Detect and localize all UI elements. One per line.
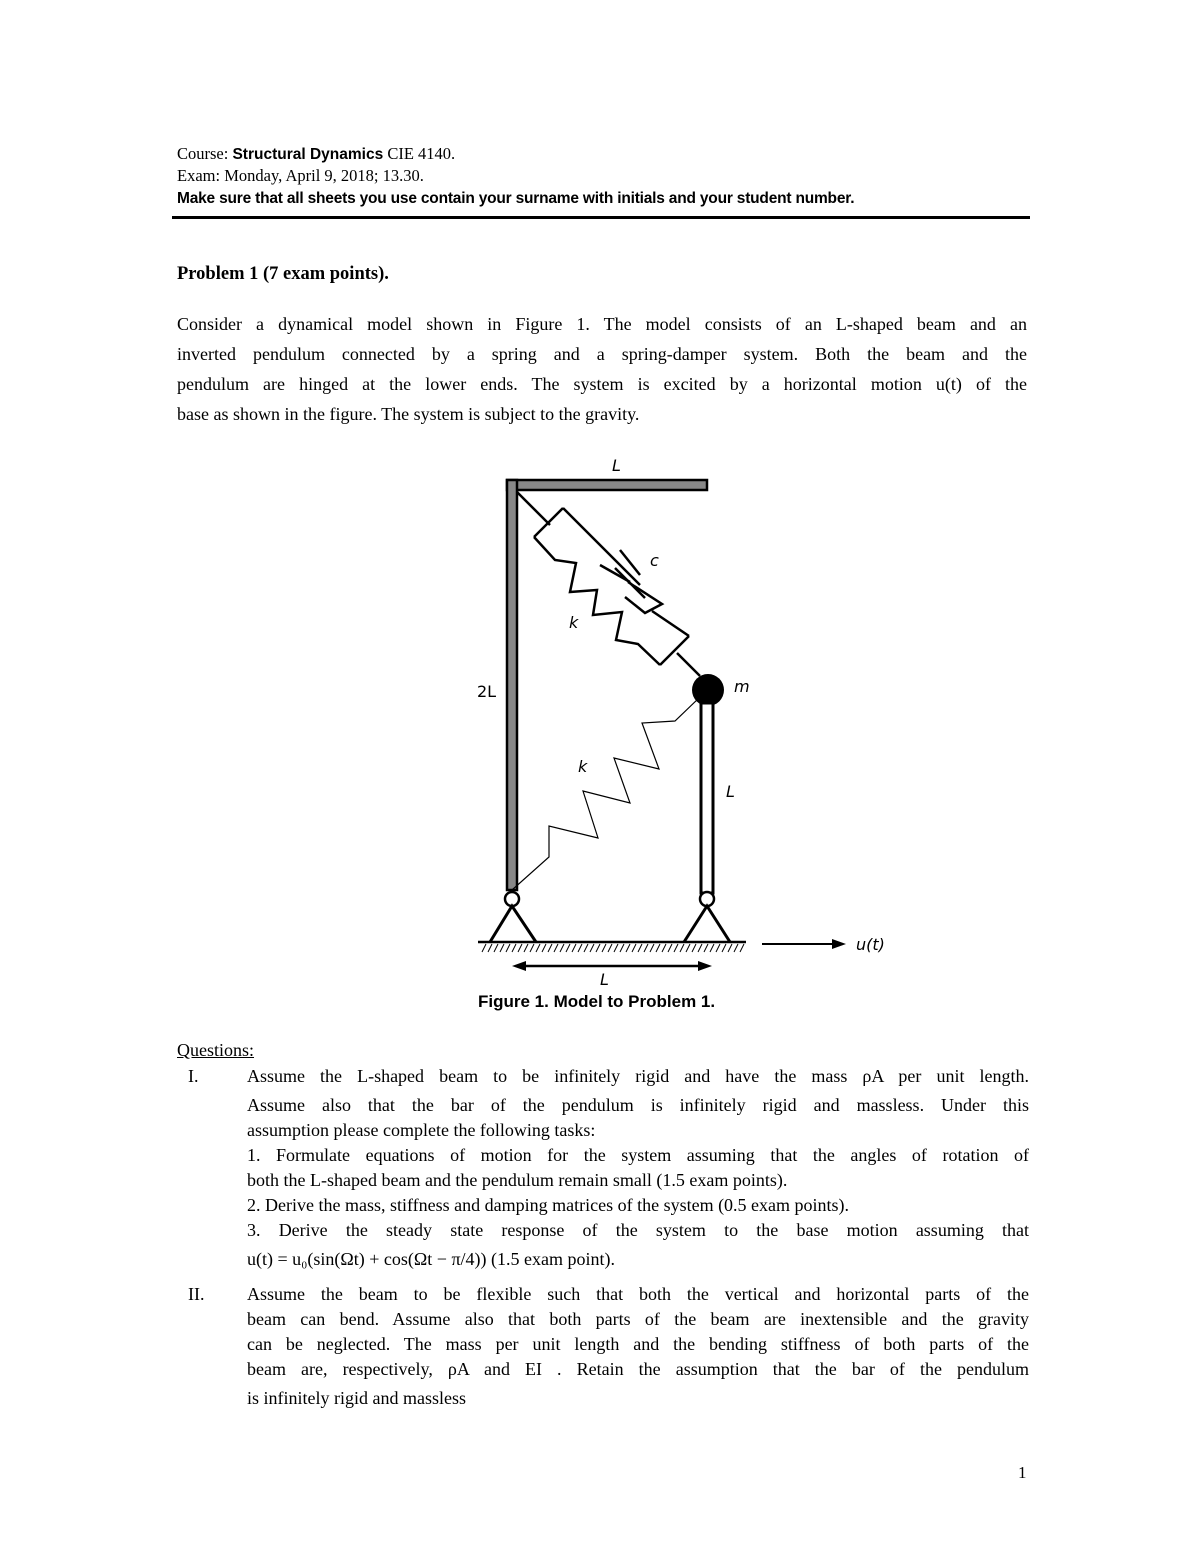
question-line: both the L-shaped beam and the pendulum remain small (1.5 exam points). [247, 1170, 788, 1190]
label-2L: 2L [477, 682, 497, 701]
question-line: 3. Derive the steady state response of the system to the base motion assuming that [247, 1220, 1029, 1240]
question-line: can be neglected. The mass per unit length and the bending stiffness of both parts of the [247, 1334, 1029, 1354]
lower-spring [512, 697, 700, 890]
problem-title: Problem 1 (7 exam points). [177, 264, 389, 284]
question-line: beam can bend. Assume also that both parts of the beam are inextensible and the gravity [247, 1309, 1029, 1329]
question-line: Assume the L-shaped beam to be infinitely rigid and have the mass ρA per unit length. [247, 1066, 1029, 1086]
page-number: 1 [1018, 1463, 1027, 1482]
course-name: Structural Dynamics [232, 146, 384, 163]
question-line: is infinitely rigid and massless [247, 1388, 466, 1408]
question-line: 2. Derive the mass, stiffness and damping matrices of the system (0.5 exam points). [247, 1195, 850, 1215]
header-divider [172, 216, 1030, 219]
intro-line: pendulum are hinged at the lower ends. The system is excited by a horizontal motion u(t) of the [177, 374, 1027, 394]
pendulum-bar [701, 703, 713, 893]
course-label: Course: [177, 144, 233, 163]
label-k-upper: k [569, 613, 579, 632]
course-code: CIE 4140. [383, 144, 456, 163]
question-line: Assume the beam to be flexible such that both the vertical and horizontal parts of the [247, 1284, 1029, 1304]
beam-vertical [507, 480, 517, 890]
questions-heading: Questions: [177, 1040, 255, 1060]
question-line: assumption please complete the following tasks: [247, 1120, 596, 1140]
label-k-lower: k [578, 757, 588, 776]
label-top-L: L [612, 456, 621, 475]
label-base-L: L [600, 970, 609, 989]
label-c: c [650, 551, 659, 570]
question-I-text [247, 1064, 1029, 1275]
exam-line: Exam: Monday, April 9, 2018; 13.30. [177, 166, 424, 185]
beam-horizontal [507, 480, 707, 490]
intro-line: Consider a dynamical model shown in Figure 1. The model consists of an L-shaped beam and an [177, 314, 1027, 334]
mass [692, 674, 724, 706]
intro-line: inverted pendulum connected by a spring and a spring-damper system. Both the beam and the [177, 344, 1027, 364]
figure-caption: Figure 1. Model to Problem 1. [478, 992, 716, 1011]
intro-line: base as shown in the figure. The system is subject to the gravity. [177, 404, 640, 424]
instruction-line: Make sure that all sheets you use contain your surname with initials and your student number. [177, 190, 855, 207]
figure-model-diagram [470, 450, 910, 1020]
question-line: 1. Formulate equations of motion for the system assuming that the angles of rotation of [247, 1145, 1029, 1165]
problem-intro [177, 309, 1027, 429]
label-u-t: u(t) [856, 935, 885, 954]
label-m: m [734, 677, 750, 696]
question-number: II. [188, 1284, 205, 1304]
question-line: Assume also that the bar of the pendulum is infinitely rigid and massless. Under this [247, 1095, 1029, 1115]
question-II-text [247, 1282, 1029, 1414]
spring-damper [517, 492, 700, 676]
label-pendulum-L: L [726, 782, 735, 801]
question-number: I. [188, 1066, 199, 1086]
question-line: u(t) = u₀(sin(Ωt) + cos(Ωt − π/4)) (1.5 exam point). [247, 1249, 615, 1269]
course-line [177, 143, 455, 166]
question-line: beam are, respectively, ρA and EI . Retain the assumption that the bar of the pendulum [247, 1359, 1029, 1379]
